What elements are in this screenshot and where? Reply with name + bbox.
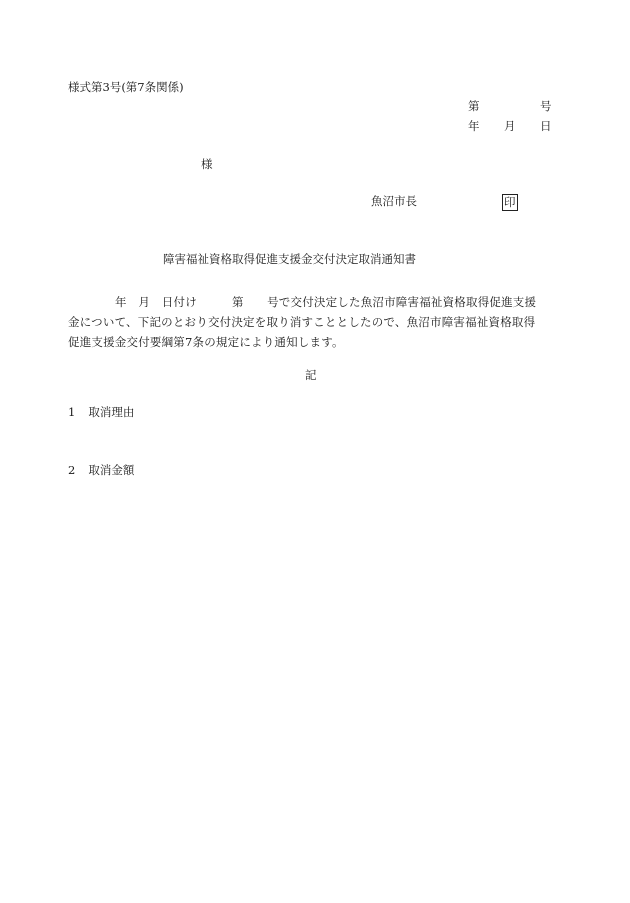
ki-heading: 記 (305, 368, 317, 382)
body-line-1: 年 月 日付け 第 号で交付決定した魚沼市障害福祉資格取得促進支援 (115, 295, 537, 309)
item-2-label: 取消金額 (88, 463, 135, 477)
doc-number-prefix: 第 (468, 99, 480, 113)
seal-text: 印 (504, 195, 516, 209)
issuer-name: 魚沼市長 (371, 194, 417, 208)
document-title: 障害福祉資格取得促進支援金交付決定取消通知書 (163, 252, 416, 266)
date-month: 月 (504, 119, 516, 133)
item-1-label: 取消理由 (88, 405, 135, 419)
date-day: 日 (540, 119, 552, 133)
addressee-honorific: 様 (201, 157, 213, 171)
form-label: 様式第3号(第7条関係) (68, 80, 184, 94)
body-line-3: 促進支援金交付要綱第7条の規定により通知します。 (68, 335, 344, 349)
seal-mark (502, 194, 518, 211)
body-paragraph (68, 292, 554, 352)
item-2-number: 2 (68, 463, 76, 477)
body-line-2: 金について、下記のとおり交付決定を取り消すこととしたので、魚沼市障害福祉資格取得 (68, 315, 536, 329)
date-year: 年 (468, 119, 480, 133)
doc-number-suffix: 号 (540, 99, 552, 113)
item-1 (68, 407, 134, 419)
item-2 (68, 465, 134, 477)
item-1-number: 1 (68, 405, 76, 419)
